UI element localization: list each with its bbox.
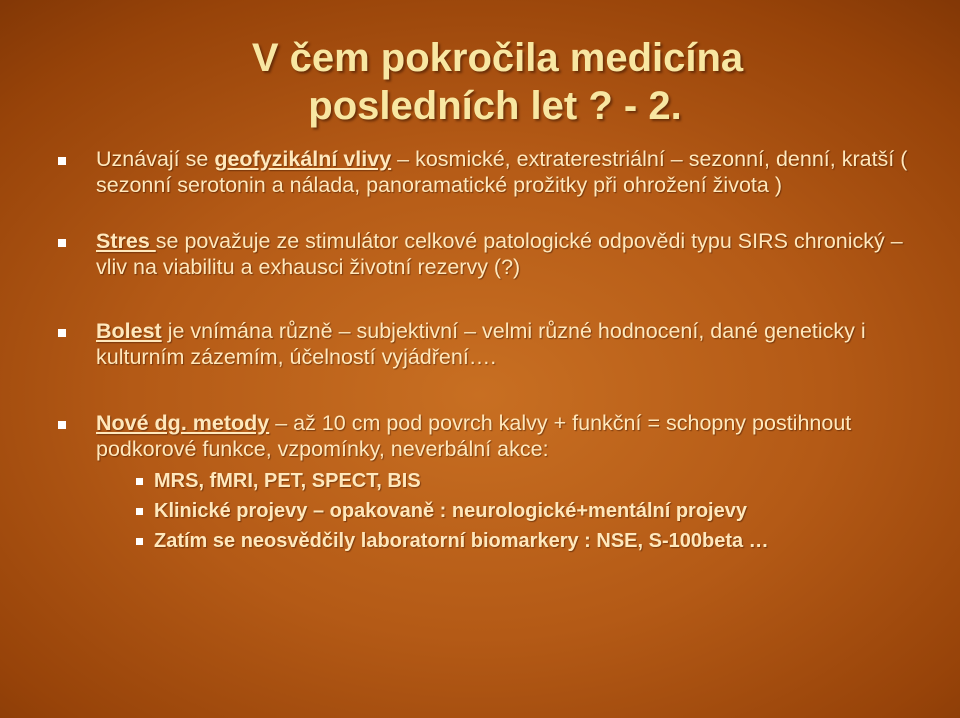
bullet-item-bolest bbox=[58, 318, 938, 370]
item-text: je vnímána různě – subjektivní – velmi různé hodnocení, dané geneticky i kulturním zázemím, účelností vyjádření…. bbox=[96, 319, 866, 369]
square-bullet-icon bbox=[136, 478, 143, 485]
square-bullet-icon bbox=[136, 508, 143, 515]
square-bullet-icon bbox=[136, 538, 143, 545]
item-lead: Uznávají se bbox=[96, 147, 215, 171]
title-line-2: posledních let ? - 2. bbox=[308, 84, 682, 128]
item-term: Nové dg. metody bbox=[96, 411, 270, 435]
square-bullet-icon bbox=[58, 329, 66, 337]
bullet-item-geofyzikalni bbox=[58, 146, 938, 198]
sub-item-text: Klinické projevy – opakovaně : neurologické+mentální projevy bbox=[154, 500, 747, 522]
bullet-list bbox=[58, 146, 938, 556]
sub-bullet-item bbox=[136, 466, 938, 496]
item-text: se považuje ze stimulátor celkové patologické odpovědi typu SIRS chronický – vliv na viabilitu a exhausci životní rezervy (?) bbox=[96, 229, 903, 279]
sub-bullet-list bbox=[96, 466, 938, 556]
item-text: – až 10 cm pod povrch kalvy + funkční = schopny postihnout podkorové funkce, vzpomínky, neverbální akce: bbox=[96, 411, 852, 461]
item-term: Bolest bbox=[96, 319, 162, 343]
sub-item-text: Zatím se neosvědčily laboratorní biomarkery : NSE, S-100beta … bbox=[154, 530, 769, 552]
slide-title bbox=[0, 34, 960, 130]
bullet-item-dg-metody bbox=[58, 410, 938, 556]
title-line-1: V čem pokročila medicína bbox=[251, 36, 744, 80]
item-term: Stres bbox=[96, 229, 156, 253]
square-bullet-icon bbox=[58, 157, 66, 165]
item-term: geofyzikální vlivy bbox=[214, 147, 392, 171]
square-bullet-icon bbox=[58, 421, 66, 429]
square-bullet-icon bbox=[58, 239, 66, 247]
sub-bullet-item bbox=[136, 496, 938, 526]
sub-bullet-item bbox=[136, 526, 938, 556]
item-text: – kosmické, extraterestriální – sezonní, denní, kratší ( sezonní serotonin a nálada, panoramatické prožitky při ohrožení života ) bbox=[96, 147, 908, 197]
sub-item-text: MRS, fMRI, PET, SPECT, BIS bbox=[154, 470, 421, 492]
bullet-item-stres bbox=[58, 228, 938, 280]
